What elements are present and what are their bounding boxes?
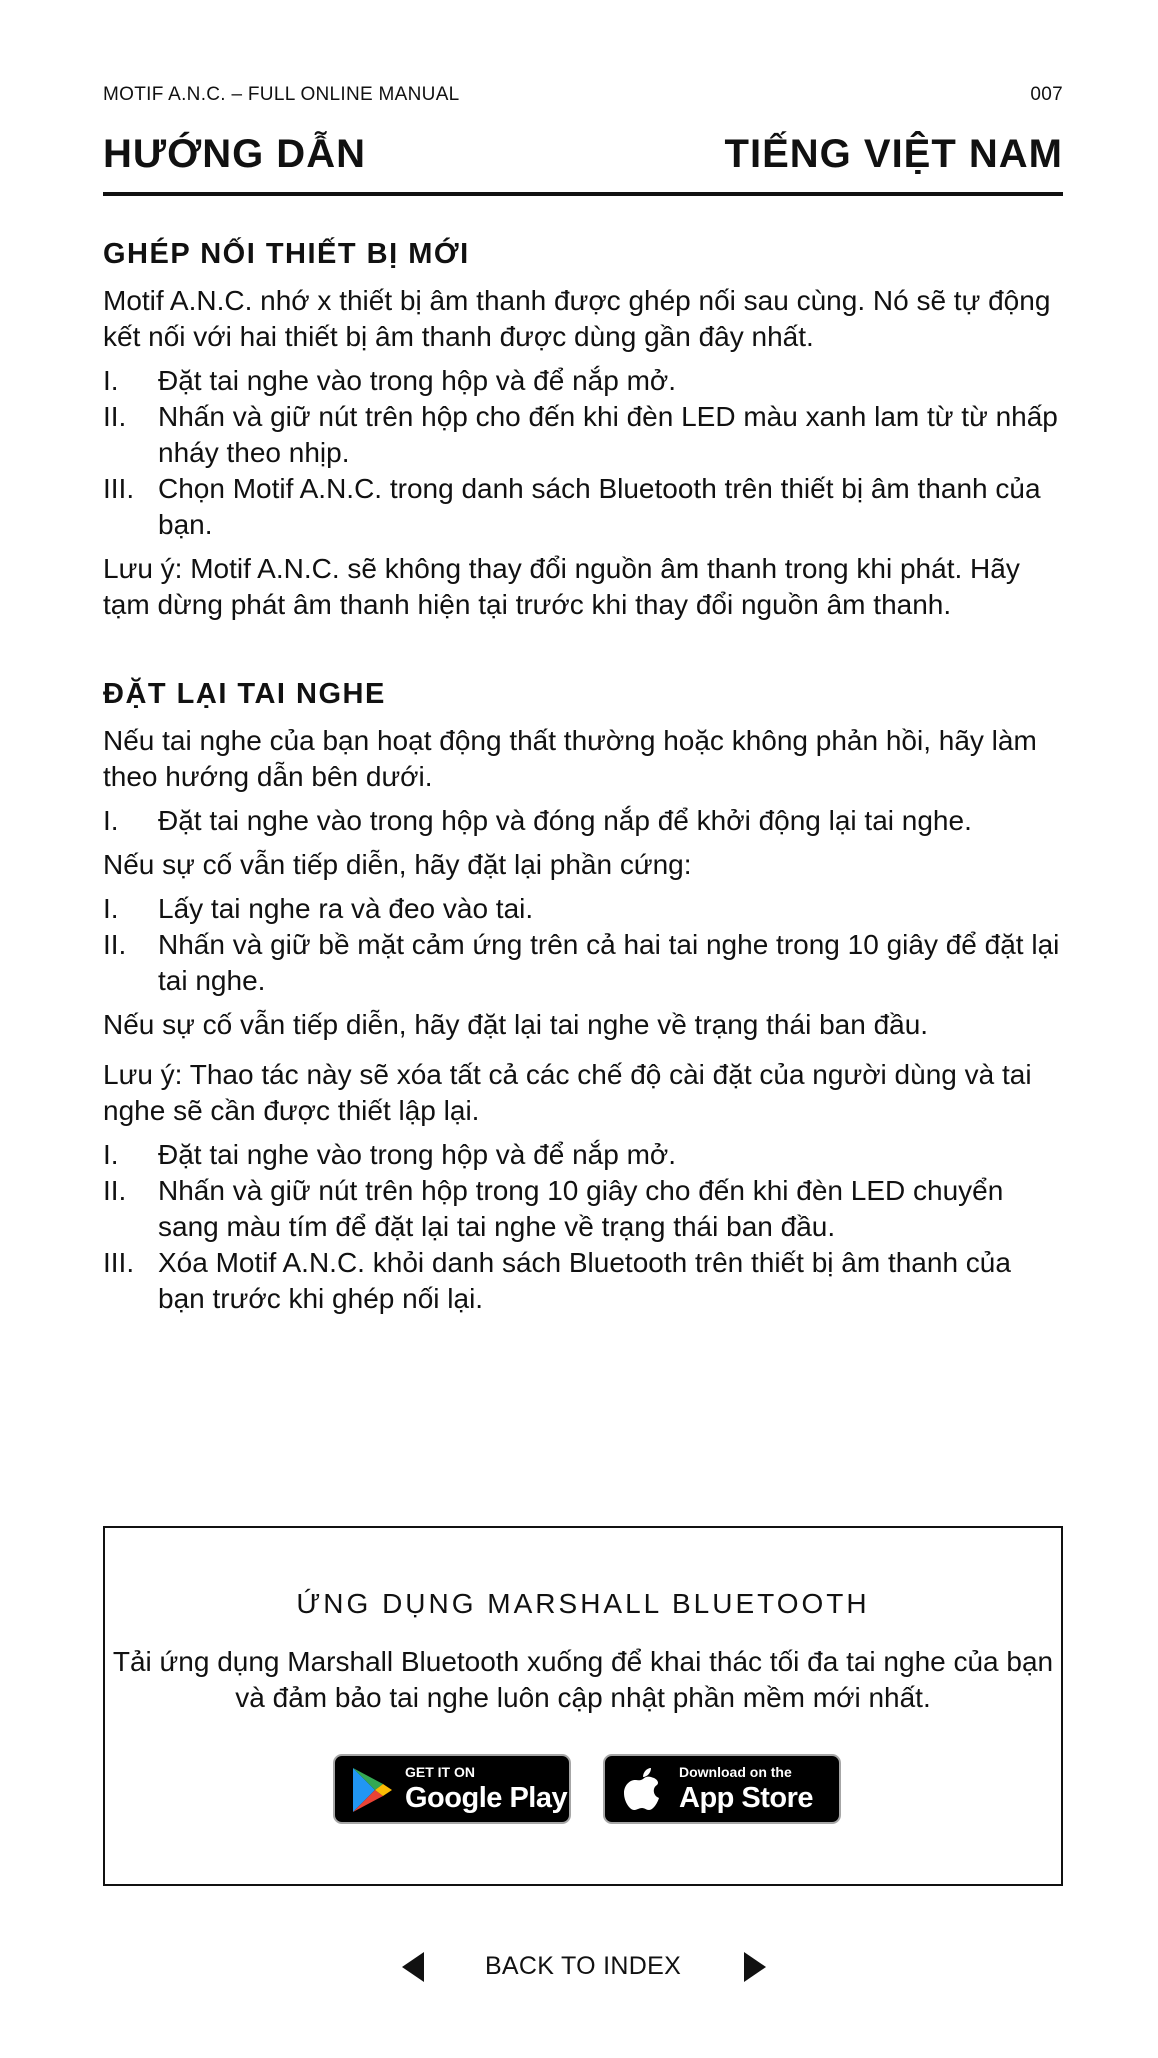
step-number: III. [103,473,135,504]
app-promo-box [103,1526,1063,1886]
reset-steps-2 [103,891,1063,999]
step-number: II. [103,1175,127,1206]
app-store-button[interactable] [603,1754,841,1824]
page-header [103,132,1063,196]
pairing-steps [103,363,1063,543]
reset-heading: ĐẶT LẠI TAI NGHE [103,678,386,710]
reset-note: Lưu ý: Thao tác này sẽ xóa tất cả các chế độ cài đặt của người dùng và tai nghe sẽ cần được thiết lập lại. [103,1059,1032,1126]
apple-icon [621,1765,665,1815]
google-play-label: Google Play [405,1782,568,1814]
step-number: I. [103,805,119,836]
step-text: Xóa Motif A.N.C. khỏi danh sách Bluetooth trên thiết bị âm thanh của bạn trước khi ghép nối lại. [158,1247,1011,1314]
step-number: II. [103,929,127,960]
google-play-small-label: GET IT ON [405,1764,475,1780]
step-text: Nhấn và giữ bề mặt cảm ứng trên cả hai tai nghe trong 10 giây để đặt lại tai nghe. [158,929,1060,996]
page-number: 007 [1030,84,1063,105]
pairing-note: Lưu ý: Motif A.N.C. sẽ không thay đổi nguồn âm thanh trong khi phát. Hãy tạm dừng phát âm thanh hiện tại trước khi thay đổi nguồn âm thanh. [103,553,1020,620]
list-item [103,927,1063,999]
reset-steps-3 [103,1137,1063,1317]
step-text: Đặt tai nghe vào trong hộp và để nắp mở. [158,365,677,396]
google-play-icon [349,1765,395,1815]
app-title: ỨNG DỤNG MARSHALL BLUETOOTH [296,1588,870,1619]
step-number: I. [103,1139,119,1170]
step-number: I. [103,893,119,924]
footer-nav [103,1950,1063,1990]
list-item [103,471,1063,543]
step-text: Lấy tai nghe ra và đeo vào tai. [158,893,534,924]
language-label: TIẾNG VIỆT NAM [724,132,1063,176]
app-store-small-label: Download on the [679,1764,792,1780]
list-item [103,803,1063,839]
step-number: I. [103,365,119,396]
step-number: II. [103,401,127,432]
reset-section [103,678,1063,1325]
step-text: Nhấn và giữ nút trên hộp cho đến khi đèn LED màu xanh lam từ từ nhấp nháy theo nhịp. [158,401,1058,468]
reset-intro: Nếu tai nghe của bạn hoạt động thất thường hoặc không phản hồi, hãy làm theo hướng dẫn bên dưới. [103,725,1037,792]
pairing-intro: Motif A.N.C. nhớ x thiết bị âm thanh được ghép nối sau cùng. Nó sẽ tự động kết nối với hai thiết bị âm thanh được dùng gần đây nhất. [103,285,1051,352]
back-to-index-link[interactable]: BACK TO INDEX [484,1952,682,1980]
step-text: Nhấn và giữ nút trên hộp trong 10 giây cho đến khi đèn LED chuyển sang màu tím để đặt lại tai nghe về trạng thái ban đầu. [158,1175,1004,1242]
google-play-button[interactable] [333,1754,571,1824]
list-item [103,1137,1063,1173]
pairing-heading: GHÉP NỐI THIẾT BỊ MỚI [103,238,470,270]
next-page-arrow-icon[interactable] [742,1950,768,1984]
app-text: Tải ứng dụng Marshall Bluetooth xuống để khai thác tối đa tai nghe của bạn và đảm bảo tai nghe luôn cập nhật phần mềm mới nhất. [112,1646,1054,1713]
page-title: HƯỚNG DẪN [103,132,366,176]
list-item [103,1245,1063,1317]
hardware-intro: Nếu sự cố vẫn tiếp diễn, hãy đặt lại phần cứng: [103,849,692,880]
reset-steps-1 [103,803,1063,839]
list-item [103,1173,1063,1245]
list-item [103,399,1063,471]
step-text: Đặt tai nghe vào trong hộp và đóng nắp để khởi động lại tai nghe. [158,805,972,836]
list-item [103,363,1063,399]
app-store-label: App Store [679,1782,814,1814]
list-item [103,891,1063,927]
pairing-section [103,238,1063,623]
manual-title: MOTIF A.N.C. – FULL ONLINE MANUAL [103,84,460,105]
step-text: Chọn Motif A.N.C. trong danh sách Bluetooth trên thiết bị âm thanh của bạn. [158,473,1041,540]
factory-intro: Nếu sự cố vẫn tiếp diễn, hãy đặt lại tai nghe về trạng thái ban đầu. [103,1009,929,1040]
step-text: Đặt tai nghe vào trong hộp và để nắp mở. [158,1139,677,1170]
step-number: III. [103,1247,135,1278]
